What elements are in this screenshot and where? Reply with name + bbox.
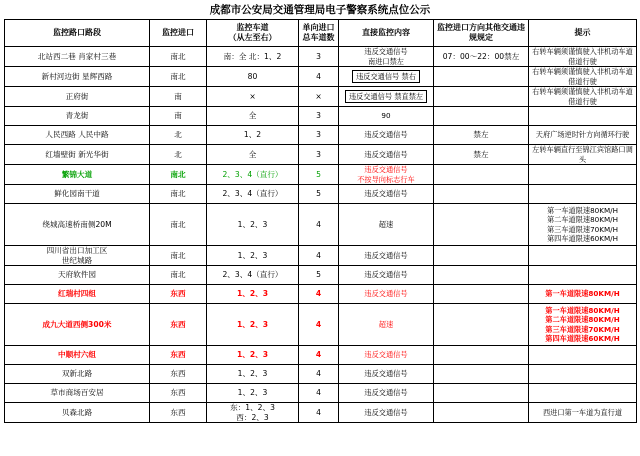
cell-other-rules xyxy=(434,165,529,185)
cell-road: 红墙壁街 新光华街 xyxy=(5,145,150,165)
table-header-row xyxy=(5,20,637,47)
cell-road: 青龙街 xyxy=(5,107,150,126)
column-header-total-lanes: 单向进口总车道数 xyxy=(299,20,339,47)
cell-total-lanes: 4 xyxy=(299,285,339,304)
cell-entry: 北 xyxy=(150,145,207,165)
cell-entry: 东西 xyxy=(150,304,207,346)
cell-lanes: 1、2、3 xyxy=(207,346,299,365)
cell-other-rules xyxy=(434,403,529,423)
cell-other-rules xyxy=(434,266,529,285)
cell-tip: 右转车辆须谨慎驶入非机动车道借道行驶 xyxy=(529,67,637,87)
cell-entry: 东西 xyxy=(150,346,207,365)
cell-lanes: 1、2、3 xyxy=(207,204,299,246)
cell-content: 违反交通信号 xyxy=(339,346,434,365)
cell-lanes: 1、2、3 xyxy=(207,384,299,403)
column-header-entry: 监控进口 xyxy=(150,20,207,47)
cell-content: 违反交通信号 xyxy=(339,246,434,266)
cell-tip: 天府广场逆时针方向循环行驶 xyxy=(529,126,637,145)
cell-tip: 第一车道限速80KM/H 第二车道限速80KM/H 第三车道限速70KM/H 第四车道限速60KM/H xyxy=(529,204,637,246)
cell-other-rules xyxy=(434,384,529,403)
cell-total-lanes: 4 xyxy=(299,403,339,423)
cell-road: 新村河边街 星辉西路 xyxy=(5,67,150,87)
cell-content: 违反交通信号 xyxy=(339,384,434,403)
table-row xyxy=(5,384,637,403)
table-row xyxy=(5,246,637,266)
cell-other-rules: 禁左 xyxy=(434,145,529,165)
cell-content: 违反交通信号 xyxy=(339,285,434,304)
cell-total-lanes: 4 xyxy=(299,246,339,266)
cell-road: 鲜化园南干道 xyxy=(5,185,150,204)
cell-total-lanes: 4 xyxy=(299,365,339,384)
cell-entry: 南北 xyxy=(150,185,207,204)
cell-tip xyxy=(529,384,637,403)
column-header-other-rules: 监控进口方向其他交通违规规定 xyxy=(434,20,529,47)
cell-entry: 南北 xyxy=(150,67,207,87)
cell-lanes: 80 xyxy=(207,67,299,87)
cell-other-rules xyxy=(434,67,529,87)
cell-other-rules xyxy=(434,246,529,266)
cell-other-rules: 07：00～22：00禁左 xyxy=(434,47,529,67)
table-row xyxy=(5,107,637,126)
cell-other-rules xyxy=(434,107,529,126)
cell-tip xyxy=(529,107,637,126)
table-body xyxy=(5,47,637,423)
cell-other-rules xyxy=(434,304,529,346)
cell-entry: 东西 xyxy=(150,365,207,384)
cell-content: 违反交通信号 xyxy=(339,145,434,165)
cell-total-lanes: 3 xyxy=(299,107,339,126)
cell-content: 违反交通信号 xyxy=(339,403,434,423)
cell-tip: 第一车道限速80KM/H xyxy=(529,285,637,304)
cell-other-rules xyxy=(434,346,529,365)
cell-lanes: 1、2、3 xyxy=(207,246,299,266)
table-row xyxy=(5,285,637,304)
cell-road: 北站西二巷 肖家村三巷 xyxy=(5,47,150,67)
cell-total-lanes: × xyxy=(299,87,339,107)
cell-tip xyxy=(529,185,637,204)
cell-road: 繁锦大道 xyxy=(5,165,150,185)
cell-other-rules xyxy=(434,365,529,384)
cell-content: 违反交通信号 xyxy=(339,365,434,384)
cell-road: 天府软件园 xyxy=(5,266,150,285)
cell-other-rules xyxy=(434,204,529,246)
column-header-road: 监控路口路段 xyxy=(5,20,150,47)
cell-lanes: 1、2、3 xyxy=(207,285,299,304)
table-row xyxy=(5,266,637,285)
table-row xyxy=(5,87,637,107)
table-row xyxy=(5,67,637,87)
column-header-content: 直接监控内容 xyxy=(339,20,434,47)
table-row xyxy=(5,403,637,423)
cell-total-lanes: 3 xyxy=(299,126,339,145)
table-row xyxy=(5,185,637,204)
cell-content: 违反交通信号 南进口禁左 xyxy=(339,47,434,67)
cell-total-lanes: 3 xyxy=(299,145,339,165)
cell-entry: 东西 xyxy=(150,403,207,423)
cell-total-lanes: 5 xyxy=(299,185,339,204)
cell-content: 违反交通信号 xyxy=(339,185,434,204)
cell-total-lanes: 3 xyxy=(299,47,339,67)
table-row xyxy=(5,165,637,185)
cell-content: 违反交通信号 禁右 xyxy=(339,67,434,87)
cell-entry: 北 xyxy=(150,126,207,145)
cell-road: 人民西路 人民中路 xyxy=(5,126,150,145)
cell-tip: 右转车辆须谨慎驶入非机动车道借道行驶 xyxy=(529,87,637,107)
cell-entry: 南 xyxy=(150,107,207,126)
cell-total-lanes: 4 xyxy=(299,204,339,246)
cell-lanes: 2、3、4（直行） xyxy=(207,266,299,285)
cell-road: 草市商场百安居 xyxy=(5,384,150,403)
cell-lanes: 东：1、2、3 西：2、3 xyxy=(207,403,299,423)
cell-other-rules xyxy=(434,185,529,204)
cell-total-lanes: 4 xyxy=(299,67,339,87)
cell-total-lanes: 5 xyxy=(299,266,339,285)
cell-road: 双新北路 xyxy=(5,365,150,384)
cell-tip xyxy=(529,246,637,266)
cell-road: 四川省出口加工区 世纪城路 xyxy=(5,246,150,266)
monitoring-points-table xyxy=(4,19,637,423)
cell-total-lanes: 4 xyxy=(299,304,339,346)
cell-content: 违反交通信号 xyxy=(339,266,434,285)
cell-entry: 南北 xyxy=(150,165,207,185)
cell-tip xyxy=(529,365,637,384)
cell-tip: 西进口第一车道为直行道 xyxy=(529,403,637,423)
cell-lanes: 2、3、4（直行） xyxy=(207,165,299,185)
cell-road: 贝森北路 xyxy=(5,403,150,423)
table-row xyxy=(5,145,637,165)
page-title: 成都市公安局交通管理局电子警察系统点位公示 xyxy=(209,4,431,16)
cell-other-rules: 禁左 xyxy=(434,126,529,145)
cell-road: 绕城高速桥南侧20M xyxy=(5,204,150,246)
cell-content: 违反交通信号 xyxy=(339,126,434,145)
cell-content: 违反交通信号 禁直禁左 xyxy=(339,87,434,107)
table-row xyxy=(5,126,637,145)
cell-lanes: 1、2、3 xyxy=(207,304,299,346)
cell-tip xyxy=(529,266,637,285)
cell-entry: 南北 xyxy=(150,47,207,67)
cell-entry: 南 xyxy=(150,87,207,107)
cell-tip xyxy=(529,346,637,365)
table-row xyxy=(5,204,637,246)
cell-entry: 南北 xyxy=(150,204,207,246)
cell-lanes: × xyxy=(207,87,299,107)
cell-content: 超速 xyxy=(339,204,434,246)
cell-lanes: 1、2、3 xyxy=(207,365,299,384)
cell-road: 红瑞村四组 xyxy=(5,285,150,304)
cell-other-rules xyxy=(434,285,529,304)
cell-lanes: 全 xyxy=(207,107,299,126)
cell-entry: 南北 xyxy=(150,266,207,285)
cell-total-lanes: 4 xyxy=(299,346,339,365)
cell-content: 90 xyxy=(339,107,434,126)
cell-other-rules xyxy=(434,87,529,107)
cell-content: 违反交通信号 不按导向标志行车 xyxy=(339,165,434,185)
cell-road: 正府街 xyxy=(5,87,150,107)
column-header-tip: 提示 xyxy=(529,20,637,47)
cell-lanes: 1、2 xyxy=(207,126,299,145)
cell-tip: 左转车辆直行至锦江宾馆路口调头 xyxy=(529,145,637,165)
table-row xyxy=(5,304,637,346)
table-row xyxy=(5,47,637,67)
table-row xyxy=(5,365,637,384)
cell-entry: 东西 xyxy=(150,285,207,304)
cell-content: 超速 xyxy=(339,304,434,346)
cell-road: 中顺村六组 xyxy=(5,346,150,365)
cell-tip xyxy=(529,165,637,185)
cell-lanes: 全 xyxy=(207,145,299,165)
cell-lanes: 南：全 北：1、2 xyxy=(207,47,299,67)
cell-tip: 第一车道限速80KM/H 第二车道限速80KM/H 第三车道限速70KM/H 第四车道限速60KM/H xyxy=(529,304,637,346)
table-row xyxy=(5,346,637,365)
cell-tip: 右转车辆须谨慎驶入非机动车道借道行驶 xyxy=(529,47,637,67)
cell-entry: 南北 xyxy=(150,246,207,266)
cell-entry: 东西 xyxy=(150,384,207,403)
column-header-lanes: 监控车道 （从左至右） xyxy=(207,20,299,47)
cell-total-lanes: 4 xyxy=(299,384,339,403)
cell-lanes: 2、3、4（直行） xyxy=(207,185,299,204)
cell-road: 成九大道西侧300米 xyxy=(5,304,150,346)
cell-total-lanes: 5 xyxy=(299,165,339,185)
